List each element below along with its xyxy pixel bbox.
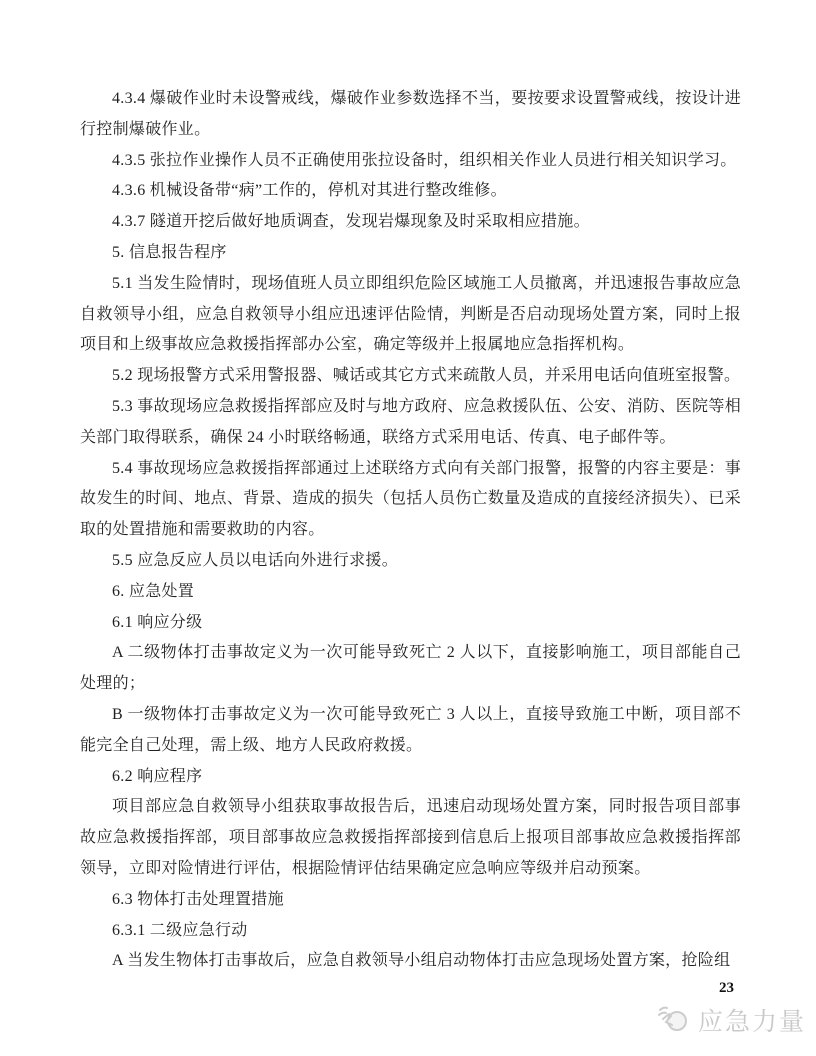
section-heading: 6.1 响应分级: [112, 613, 203, 631]
paragraph: 项目部应急自救领导小组获取事故报告后，迅速启动现场处置方案，同时报告项目部事故应急救援指挥部，项目部事故应急救援指挥部接到信息后上报项目部事故应急救援指挥部领导，立即对险情进行评估，根据险情评估结果确定应急响应等级并启动预案。: [80, 798, 741, 877]
paragraph: 5.3 事故现场应急救援指挥部应及时与地方政府、应急救援队伍、公安、消防、医院等相关部门取得联系，确保 24 小时联络畅通，联络方式采用电话、传真、电子邮件等。: [80, 397, 741, 446]
document-body: [80, 84, 741, 977]
paragraph: 4.3.4 爆破作业时未设警戒线，爆破作业参数选择不当，要按要求设置警戒线，按设计进行控制爆破作业。: [80, 90, 741, 138]
section-heading: 6.3 物体打击处理置措施: [112, 890, 284, 908]
megaphone-icon: [657, 1004, 691, 1036]
paragraph: 4.3.6 机械设备带“病”工作的，停机对其进行整改维修。: [112, 182, 507, 200]
paragraph: A 当发生物体打击事故后，应急自救领导小组启动物体打击应急现场处置方案，抢险组: [112, 952, 731, 970]
watermark-label: 应急力量: [698, 1008, 807, 1036]
paragraph: 4.3.7 隧道开挖后做好地质调查，发现岩爆现象及时采取相应措施。: [112, 213, 590, 231]
paragraph: A 二级物体打击事故定义为一次可能导致死亡 2 人以下，直接影响施工，项目部能自己处理的；: [80, 644, 741, 693]
paragraph: 5.2 现场报警方式采用警报器、喊话或其它方式来疏散人员，并采用电话向值班室报警。: [112, 367, 741, 385]
paragraph: 4.3.5 张拉作业操作人员不正确使用张拉设备时，组织相关作业人员进行相关知识学习。: [112, 151, 737, 169]
paragraph: 5.5 应急反应人员以电话向外进行求援。: [112, 551, 399, 569]
watermark: [657, 1002, 806, 1038]
paragraph: B 一级物体打击事故定义为一次可能导致死亡 3 人以上，直接导致施工中断，项目部不能完全自己处理，需上级、地方人民政府救援。: [80, 705, 741, 754]
paragraph: 5.4 事故现场应急救援指挥部通过上述联络方式向有关部门报警，报警的内容主要是：事故发生的时间、地点、背景、造成的损失（包括人员伤亡数量及造成的直接经济损失）、已采取的处置措施和需要救助的内容。: [80, 459, 741, 539]
paragraph: 5.1 当发生险情时，现场值班人员立即组织危险区域施工人员撤离，并迅速报告事故应急自救领导小组，应急自救领导小组应迅速评估险情，判断是否启动现场处置方案，同时上报项目和上级事故应急救援指挥部办公室，确定等级并上报属地应急指挥机构。: [80, 274, 741, 354]
section-heading: 6.2 响应程序: [112, 767, 203, 785]
section-heading: 6.3.1 二级应急行动: [112, 921, 248, 939]
section-heading: 5. 信息报告程序: [112, 243, 227, 261]
page-number: 23: [719, 980, 734, 996]
section-heading: 6. 应急处置: [112, 582, 195, 600]
